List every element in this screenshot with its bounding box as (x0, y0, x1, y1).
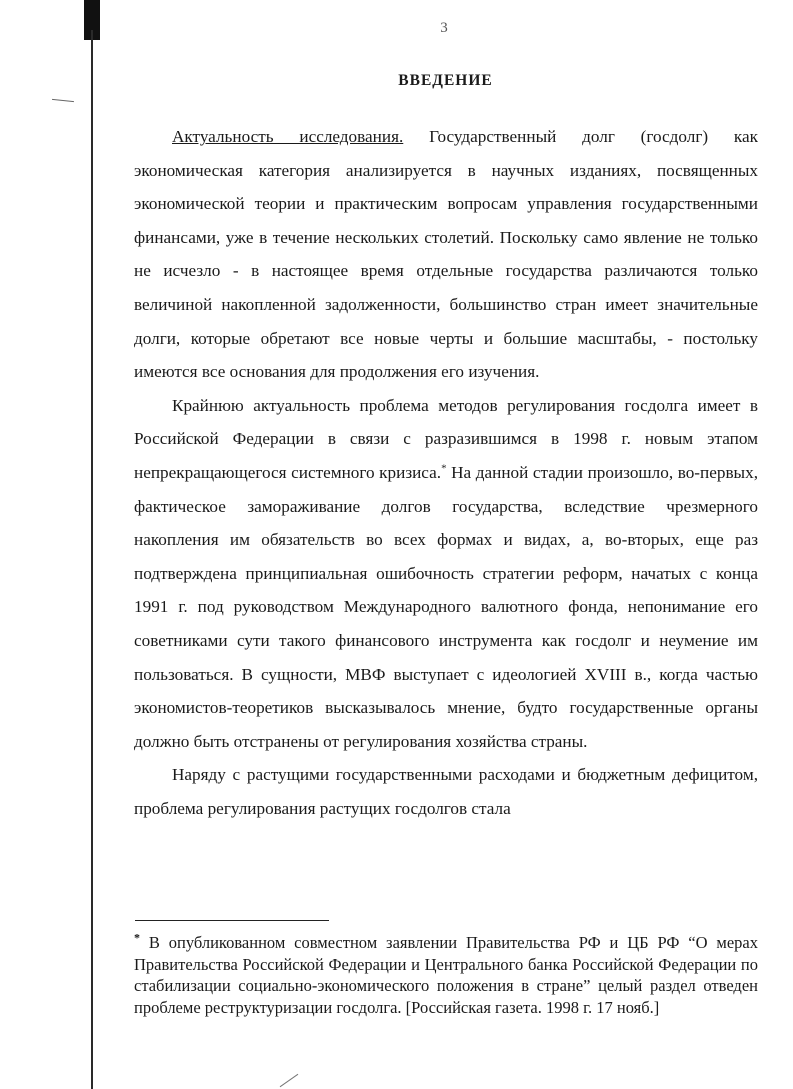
footnote-text: В опубликованном совместном заявлении Правительства РФ и ЦБ РФ “О мерах Правительства Российской Федерации и Центрального банка Российской Федерации по стабилизации социально-экономического положения в стране” целый раздел отведен проблеме реструктуризации госдолга. [Российская газета. 1998 г. 17 нояб.] (134, 933, 758, 1017)
paragraph-crisis-text-a: Крайнюю актуальность проблема методов регулирования госдолга имеет в Российской Федерации в связи с разразившимся в 1998 г. новым этапом непрекращающегося системного кризиса. (134, 395, 758, 482)
paragraph-crisis-text-b: На данной стадии произошло, во-первых, фактическое замораживание долгов государства, вследствие чрезмерного накопления им обязательств во всех формах и видах, а, во-вторых, еще раз подтверждена принципиальная ошибочность стратегии реформ, начатых с конца 1991 г. под руководством Международного валютного фонда, непонимание его советниками сути такого финансового инструмента как госдолг и неумение им пользоваться. В сущности, МВФ выступает с идеологией XVIII в., когда частью экономистов-теоретиков высказывалось мнение, будто государственные органы должно быть отстранены от регулирования хозяйства страны. (134, 462, 758, 751)
footnote-mark: * (134, 930, 140, 945)
body-text (134, 120, 758, 825)
paragraph-relevance (134, 120, 758, 389)
relevance-label: Актуальность исследования. (172, 127, 404, 146)
footnote-divider (135, 920, 329, 921)
paragraph-relevance-text: Государственный долг (госдолг) как экономическая категория анализируется в научных изданиях, посвященных экономической теории и практическим вопросам управления государственными финансами, уже в течение нескольких столетий. Поскольку само явление не только не исчезло - в настоящее время отдельные государства различаются только величиной накопленной задолженности, большинство стран имеет значительные долги, которые обретают все новые черты и большие масштабы, - постольку имеются все основания для продолжения его изучения. (134, 127, 758, 382)
section-heading: ВВЕДЕНИЕ (398, 72, 493, 89)
footnote (134, 932, 758, 1018)
paragraph-crisis (134, 389, 758, 759)
scan-bottom-mark (280, 1074, 299, 1087)
footnote-reference: * (441, 462, 447, 475)
scan-margin-mark (52, 99, 74, 102)
scan-border-line (91, 30, 93, 1089)
page-number: 3 (440, 20, 448, 36)
paragraph-deficit: Наряду с растущими государственными расходами и бюджетным дефицитом, проблема регулирования растущих госдолгов стала (134, 765, 758, 818)
